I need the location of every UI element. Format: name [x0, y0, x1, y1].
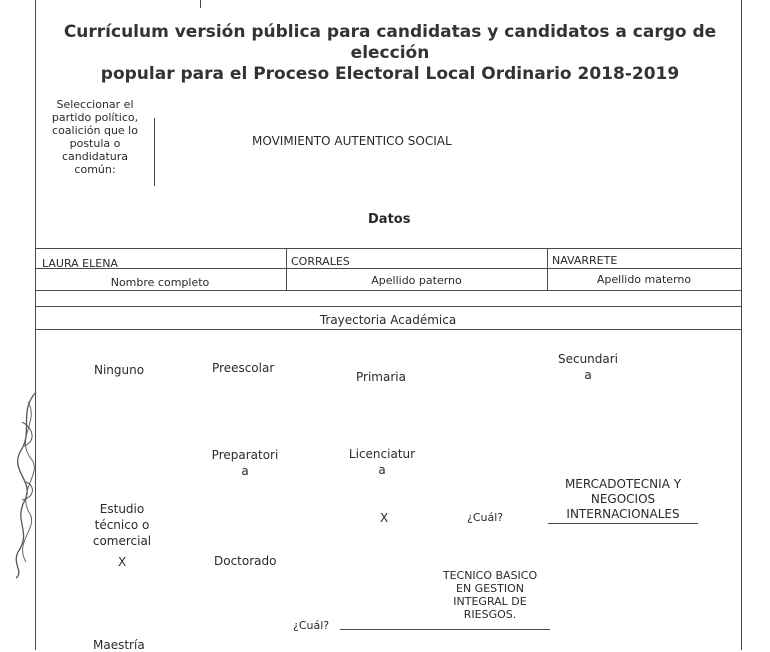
handwritten-signature [6, 382, 46, 582]
licenciatura-value-underline [548, 523, 698, 524]
name-table-bottom [35, 290, 741, 291]
level-primaria: Primaria [356, 370, 406, 384]
maternal-surname-value: NAVARRETE [552, 254, 618, 267]
tecnico-value-underline [340, 629, 550, 630]
level-ninguno: Ninguno [94, 363, 145, 377]
paternal-surname-value: CORRALES [291, 255, 350, 268]
party-label: Seleccionar el partido político, coalición que lo postula o candidatura común: [51, 98, 139, 176]
academic-heading: Trayectoria Académica [319, 313, 457, 327]
level-doctorado: Doctorado [214, 554, 277, 568]
level-licenciatura: Licenciatur a [348, 447, 416, 477]
title-line-1: Currículum versión pública para candidatas y candidatos a cargo de elección [63, 22, 717, 63]
full-name-label: Nombre completo [110, 276, 210, 289]
datos-heading: Datos [368, 212, 411, 227]
licenciatura-mark: X [380, 511, 389, 525]
tecnico-mark: X [118, 555, 127, 569]
name-table-mid [35, 268, 741, 269]
right-border [741, 0, 742, 650]
level-estudio-tecnico: Estudio técnico o comercial [92, 502, 152, 548]
licenciatura-value: MERCADOTECNIA Y NEGOCIOS INTERNACIONALES [564, 477, 682, 521]
party-value: MOVIMIENTO AUTENTICO SOCIAL [252, 134, 452, 148]
level-secundaria: Secundari a [557, 352, 619, 382]
cual-label-licenciatura: ¿Cuál? [467, 511, 504, 524]
cual-label-tecnico: ¿Cuál? [293, 619, 330, 632]
party-divider [154, 118, 155, 186]
academic-band-top [35, 306, 741, 307]
level-preparatoria: Preparatori a [211, 448, 279, 478]
paternal-surname-label: Apellido paterno [371, 274, 462, 287]
tecnico-value: TECNICO BASICO EN GESTION INTEGRAL DE RIESGOS. [442, 569, 538, 621]
document-title [40, 22, 740, 85]
top-tick [200, 0, 201, 8]
level-maestria: Maestría [93, 638, 145, 652]
name-table-top [35, 248, 741, 249]
academic-band-bottom [35, 329, 741, 330]
maternal-surname-label: Apellido materno [596, 273, 692, 286]
level-preescolar: Preescolar [212, 361, 275, 375]
first-name-value: LAURA ELENA [42, 257, 118, 270]
title-line-2: popular para el Proceso Electoral Local Ordinario 2018-2019 [100, 64, 680, 84]
